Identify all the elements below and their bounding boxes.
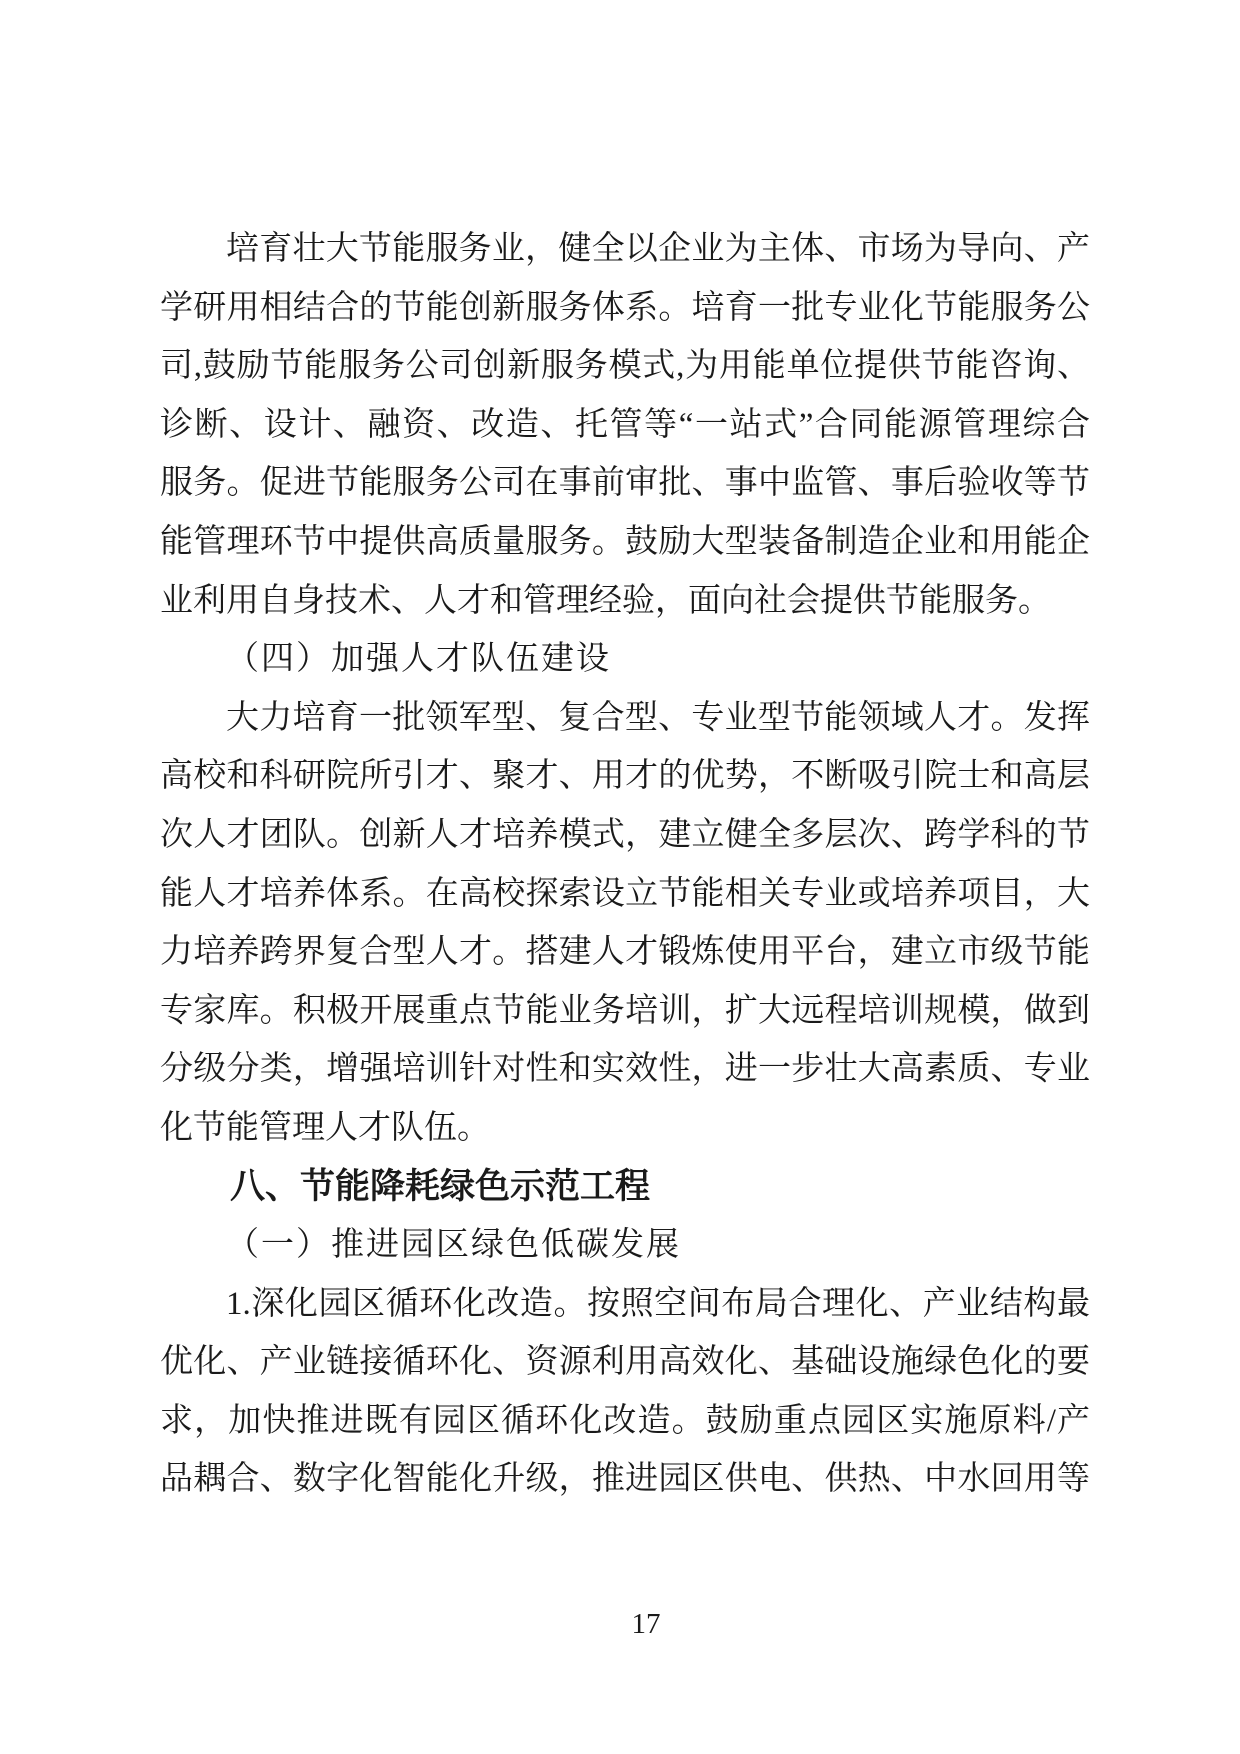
page-number: 17: [631, 1608, 661, 1640]
paragraph-line: 能人才培养体系。在高校探索设立节能相关专业或培养项目，大: [160, 875, 1090, 912]
section-heading-1: （一）推进园区绿色低碳发展: [226, 1227, 681, 1264]
paragraph-line: 优化、产业链接循环化、资源利用高效化、基础设施绿色化的要: [160, 1344, 1090, 1381]
paragraph-line: 培育壮大节能服务业，健全以企业为主体、市场为导向、产: [226, 231, 1090, 267]
paragraph-line: 专家库。积极开展重点节能业务培训，扩大远程培训规模，做到: [160, 992, 1090, 1029]
paragraph-line: 能管理环节中提供高质量服务。鼓励大型装备制造企业和用能企: [160, 523, 1090, 560]
paragraph-line: 求，加快推进既有园区循环化改造。鼓励重点园区实施原料/产: [160, 1402, 1090, 1439]
page-footer: [26, 1608, 1240, 1641]
paragraph-line: 服务。促进节能服务公司在事前审批、事中监管、事后验收等节: [160, 465, 1090, 502]
paragraph-line: 大力培育一批领军型、复合型、专业型节能领域人才。发挥: [226, 699, 1090, 736]
document-body: [160, 220, 1090, 1509]
paragraph-line: 力培养跨界复合型人才。搭建人才锻炼使用平台，建立市级节能: [160, 934, 1090, 971]
paragraph-line: 次人才团队。创新人才培养模式，建立健全多层次、跨学科的节: [160, 816, 1090, 853]
paragraph-line: 学研用相结合的节能创新服务体系。培育一批专业化节能服务公: [160, 289, 1090, 326]
chapter-heading-8: 八、节能降耗绿色示范工程: [230, 1166, 651, 1206]
paragraph-line: 化节能管理人才队伍。: [160, 1109, 490, 1146]
paragraph-line: 诊断、设计、融资、改造、托管等“一站式”合同能源管理综合: [160, 406, 1090, 443]
paragraph-line: 分级分类，增强培训针对性和实效性，进一步壮大高素质、专业: [160, 1051, 1090, 1088]
section-heading-4: （四）加强人才队伍建设: [226, 641, 611, 678]
paragraph-line: 高校和科研院所引才、聚才、用才的优势，不断吸引院士和高层: [160, 758, 1090, 795]
paragraph-line: 1.深化园区循环化改造。按照空间布局合理化、产业结构最: [226, 1285, 1090, 1322]
paragraph-line: 业利用自身技术、人才和管理经验，面向社会提供节能服务。: [160, 582, 1051, 619]
paragraph-line: 司,鼓励节能服务公司创新服务模式,为用能单位提供节能咨询、: [160, 348, 1090, 385]
paragraph-line: 品耦合、数字化智能化升级，推进园区供电、供热、中水回用等: [160, 1461, 1090, 1498]
